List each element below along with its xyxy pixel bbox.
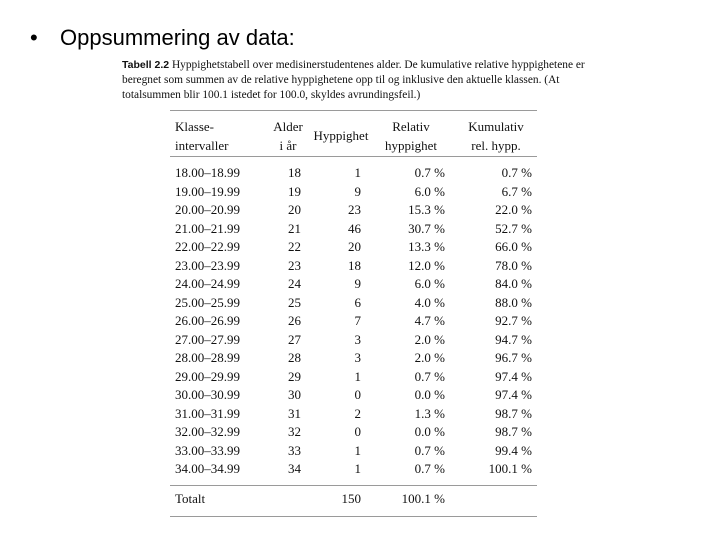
cell-frequency: 1 (354, 165, 361, 180)
cell-age: 22 (288, 239, 301, 254)
header-relative: Relativ hyppighet (385, 119, 437, 153)
cell-frequency: 2 (354, 405, 361, 421)
cell-interval: 26.00–26.99 (175, 313, 240, 328)
cell-cumulative: 96.7 % (495, 350, 532, 365)
frequency-table (170, 110, 537, 517)
cell-relative: 0.0 % (414, 424, 445, 439)
cell-relative: 0.7 % (414, 165, 445, 180)
cell-relative: 0.7 % (414, 461, 445, 476)
bullet-dot: • (30, 25, 38, 50)
table-row (170, 349, 537, 368)
cell-interval: 19.00–19.99 (175, 183, 240, 199)
caption-label: Tabell 2.2 (122, 59, 170, 71)
cell-interval: 30.00–30.99 (175, 387, 240, 402)
cell-relative: 13.3 % (408, 239, 445, 254)
cell-relative: 30.7 % (408, 220, 445, 236)
total-label: Totalt (175, 490, 206, 506)
cell-cumulative: 98.7 % (495, 424, 532, 439)
cell-age: 27 (288, 331, 301, 347)
cell-cumulative: 78.0 % (495, 257, 532, 273)
cell-frequency: 0 (354, 424, 361, 439)
header-class-interval: Klasse- intervaller (175, 119, 229, 153)
cell-age: 30 (288, 387, 301, 402)
table-row (170, 220, 537, 239)
cell-relative: 6.0 % (414, 183, 445, 199)
table-row (170, 423, 537, 442)
cell-age: 20 (288, 202, 301, 217)
table-body (170, 157, 537, 485)
cell-frequency: 1 (354, 461, 361, 476)
cell-cumulative: 97.4 % (495, 368, 532, 384)
cell-frequency: 6 (354, 294, 361, 310)
table-row (170, 257, 537, 276)
cell-interval: 31.00–31.99 (175, 405, 240, 421)
cell-age: 25 (288, 294, 301, 310)
cell-relative: 12.0 % (408, 257, 445, 273)
caption-text: Hyppighetstabell over medisinerstudentenes alder. De kumulative relative hyppighetene er beregnet som summen av de relative hyppighetene opp til og inklusive den aktuelle klassen. (At totalsummen blir 100.1 istedet for 100.0, skyldes avrundingsfeil.) (122, 59, 585, 101)
cell-interval: 33.00–33.99 (175, 442, 240, 458)
cell-frequency: 18 (348, 257, 361, 273)
cell-relative: 2.0 % (414, 350, 445, 365)
cell-relative: 6.0 % (414, 276, 445, 291)
cell-frequency: 1 (354, 368, 361, 384)
cell-interval: 28.00–28.99 (175, 350, 240, 365)
cell-relative: 15.3 % (408, 202, 445, 217)
cell-interval: 22.00–22.99 (175, 239, 240, 254)
table-total-row (170, 485, 537, 516)
cell-relative: 1.3 % (414, 405, 445, 421)
total-relative: 100.1 % (401, 490, 445, 506)
table-header (170, 111, 537, 157)
cell-frequency: 23 (348, 202, 361, 217)
cell-cumulative: 84.0 % (495, 276, 532, 291)
cell-frequency: 3 (354, 350, 361, 365)
table-row (170, 460, 537, 479)
cell-frequency: 7 (354, 313, 361, 328)
cell-age: 31 (288, 405, 301, 421)
cell-cumulative: 88.0 % (495, 294, 532, 310)
cell-cumulative: 66.0 % (495, 239, 532, 254)
cell-cumulative: 6.7 % (501, 183, 532, 199)
cell-cumulative: 100.1 % (488, 461, 532, 476)
cell-interval: 34.00–34.99 (175, 461, 240, 476)
cell-age: 24 (288, 276, 301, 291)
table-row (170, 183, 537, 202)
cell-cumulative: 92.7 % (495, 313, 532, 328)
header-frequency: Hyppighet (313, 128, 369, 143)
cell-cumulative: 98.7 % (495, 405, 532, 421)
cell-relative: 0.7 % (414, 442, 445, 458)
cell-interval: 18.00–18.99 (175, 165, 240, 180)
cell-age: 29 (288, 368, 301, 384)
cell-frequency: 20 (348, 239, 361, 254)
slide-heading: Oppsummering av data: (60, 25, 295, 50)
cell-frequency: 9 (354, 276, 361, 291)
cell-interval: 20.00–20.99 (175, 202, 240, 217)
cell-age: 28 (288, 350, 301, 365)
cell-interval: 32.00–32.99 (175, 424, 240, 439)
total-frequency: 150 (341, 490, 361, 506)
table-row (170, 386, 537, 405)
table-row (170, 238, 537, 257)
cell-interval: 29.00–29.99 (175, 368, 240, 384)
cell-cumulative: 52.7 % (495, 220, 532, 236)
table-row (170, 312, 537, 331)
cell-relative: 0.7 % (414, 368, 445, 384)
cell-interval: 24.00–24.99 (175, 276, 240, 291)
cell-age: 21 (288, 220, 301, 236)
cell-cumulative: 99.4 % (495, 442, 532, 458)
table-row (170, 368, 537, 387)
cell-relative: 2.0 % (414, 331, 445, 347)
table-row (170, 201, 537, 220)
header-age: Alder i år (273, 119, 303, 153)
cell-age: 19 (288, 183, 301, 199)
table-row (170, 275, 537, 294)
cell-interval: 27.00–27.99 (175, 331, 240, 347)
cell-cumulative: 0.7 % (501, 165, 532, 180)
cell-age: 18 (288, 165, 301, 180)
cell-age: 33 (288, 442, 301, 458)
table-row (170, 442, 537, 461)
table-row (170, 331, 537, 350)
table-row (170, 405, 537, 424)
cell-cumulative: 94.7 % (495, 331, 532, 347)
cell-relative: 4.0 % (414, 294, 445, 310)
cell-cumulative: 97.4 % (495, 387, 532, 402)
slide-bullet (30, 24, 295, 52)
cell-age: 34 (288, 461, 301, 476)
cell-relative: 4.7 % (414, 313, 445, 328)
cell-frequency: 3 (354, 331, 361, 347)
cell-frequency: 9 (354, 183, 361, 199)
cell-interval: 21.00–21.99 (175, 220, 240, 236)
cell-frequency: 46 (348, 220, 361, 236)
cell-frequency: 1 (354, 442, 361, 458)
cell-frequency: 0 (354, 387, 361, 402)
cell-cumulative: 22.0 % (495, 202, 532, 217)
table-row (170, 164, 537, 183)
cell-relative: 0.0 % (414, 387, 445, 402)
cell-age: 23 (288, 257, 301, 273)
cell-interval: 25.00–25.99 (175, 294, 240, 310)
cell-interval: 23.00–23.99 (175, 257, 240, 273)
cell-age: 26 (288, 313, 301, 328)
cell-age: 32 (288, 424, 301, 439)
header-cumulative: Kumulativ rel. hypp. (468, 119, 524, 153)
table-row (170, 294, 537, 313)
table-caption (122, 58, 592, 103)
